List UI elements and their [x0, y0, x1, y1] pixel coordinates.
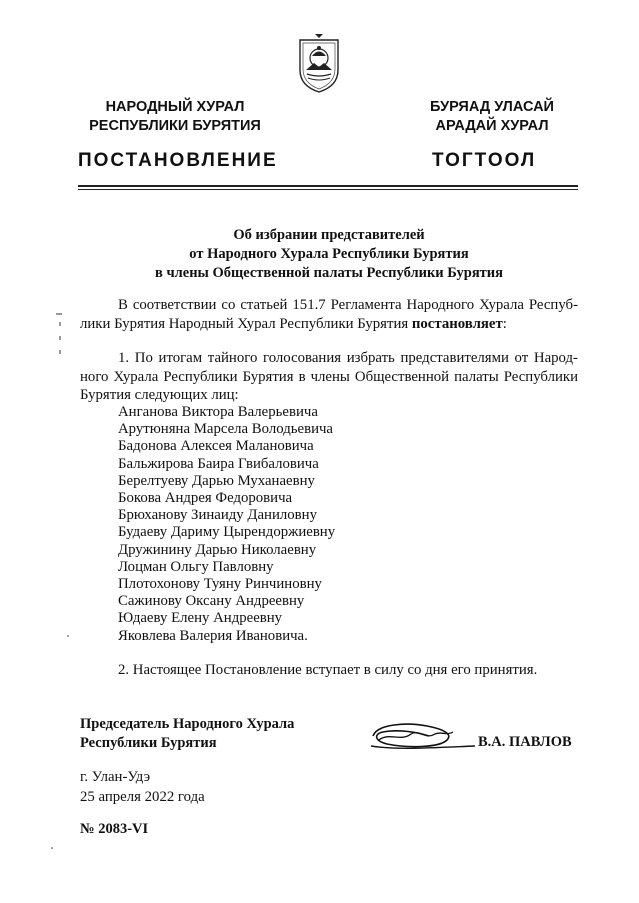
header-divider-thin	[78, 189, 578, 190]
right-org-line1: БУРЯАД УЛАСАЙ	[430, 99, 554, 115]
preamble-keyword: постановляет	[411, 315, 503, 332]
header-divider-thick	[78, 185, 578, 187]
clause-1-line3: Бурятия следующих лиц:	[80, 387, 239, 403]
heading-line1: Об избрании представителей	[233, 227, 425, 243]
right-organization-name	[392, 98, 592, 136]
left-org-line1: НАРОДНЫЙ ХУРАЛ	[105, 99, 245, 115]
date: 25 апреля 2022 года	[80, 789, 205, 805]
scan-artifact-marks	[46, 300, 70, 860]
heading-line2: от Народного Хурала Республики Бурятия	[189, 246, 469, 262]
document-type-buryat: ТОГТООЛ	[432, 150, 537, 171]
list-item: Лоцман Ольгу Павловну	[118, 558, 274, 575]
coat-of-arms-emblem	[298, 34, 340, 94]
list-item: Будаеву Дариму Цырендоржиевну	[118, 524, 336, 541]
list-item: Арутюняна Марсела Володьевича	[118, 421, 333, 438]
chairman-position-line1: Председатель Народного Хурала	[80, 716, 295, 732]
list-item: Брюханову Зинаиду Даниловну	[118, 507, 317, 524]
list-item: Дружинину Дарью Николаевну	[118, 541, 317, 558]
preamble-line2-text: лики Бурятия Народный Хурал Республики Бурятия	[80, 315, 412, 332]
right-org-line2: АРАДАЙ ХУРАЛ	[435, 118, 549, 134]
list-item: Бадонова Алексея Малановича	[118, 438, 314, 455]
place-and-date	[80, 767, 205, 807]
handwritten-signature	[367, 718, 477, 754]
signer-name: В.А. ПАВЛОВ	[478, 734, 572, 750]
list-item: Плотохонову Туяну Ринчиновну	[118, 576, 322, 593]
chairman-position-line2: Республики Бурятия	[80, 735, 217, 751]
clause-1-line2: ного Хурала Республики Бурятия в члены Общественной палаты Республики	[80, 368, 578, 385]
document-type-russian: ПОСТАНОВЛЕНИЕ	[78, 150, 278, 171]
elected-members-list	[118, 404, 335, 645]
clause-2-paragraph: 2. Настоящее Постановление вступает в силу со дня его принятия.	[118, 662, 538, 678]
list-item: Бальжирова Баира Гвибаловича	[118, 455, 319, 472]
resolution-number: № 2083-VI	[80, 821, 149, 837]
list-item: Берелтуеву Дарью Муханаевну	[118, 472, 315, 489]
preamble-line2	[80, 315, 578, 334]
list-item: Сажинову Оксану Андреевну	[118, 593, 305, 610]
preamble-line1: В соответствии со статьей 151.7 Регламента Народного Хурала Респуб-	[118, 297, 578, 313]
preamble-line2-end: :	[502, 315, 507, 332]
list-item: Юдаеву Елену Андреевну	[118, 610, 283, 627]
left-org-line2: РЕСПУБЛИКИ БУРЯТИЯ	[89, 118, 261, 134]
preamble-paragraph	[80, 296, 578, 333]
list-item: Бокова Андрея Федоровича	[118, 490, 293, 507]
chairman-position	[80, 715, 294, 753]
left-organization-name	[70, 98, 280, 136]
heading-line3: в члены Общественной палаты Республики Бурятия	[154, 265, 503, 281]
clause-1-line1: 1. По итогам тайного голосования избрать представителями от Народ-	[118, 350, 578, 366]
list-item: Яковлева Валерия Ивановича.	[118, 627, 308, 644]
clause-1-paragraph	[80, 349, 578, 405]
list-item: Анганова Виктора Валерьевича	[118, 404, 318, 420]
resolution-heading	[80, 226, 578, 283]
city: г. Улан-Удэ	[80, 769, 151, 785]
